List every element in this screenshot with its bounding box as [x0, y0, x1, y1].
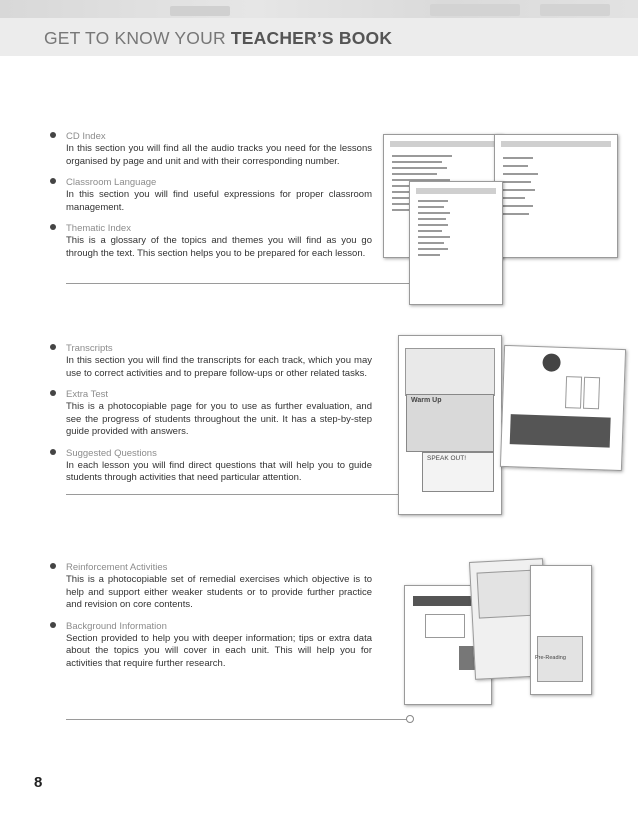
item-title: Reinforcement Activities: [66, 562, 168, 573]
page-header-title: [44, 28, 392, 49]
item-title: Extra Test: [66, 389, 109, 400]
divider-marker: [406, 715, 414, 723]
list-item-reinforcement-activities: [50, 562, 372, 612]
item-title: Classroom Language: [66, 177, 157, 188]
list-item-suggested-questions: [50, 448, 372, 485]
item-description: This is a photocopiable page for you to use as further evaluation, and see the progress of students throughout the unit. It has a step-by-step guide provided with answers.: [66, 401, 372, 437]
bullet-icon: [50, 224, 56, 230]
pre-reading-page-thumbnail: [530, 565, 592, 695]
speak-out-callout: [422, 452, 494, 492]
bullet-icon: [50, 344, 56, 350]
bullet-icon: [50, 178, 56, 184]
item-title: Background Information: [66, 620, 167, 632]
bullet-icon: [50, 390, 56, 396]
section-extras: [50, 562, 372, 679]
item-title: CD Index: [66, 131, 106, 142]
item-description: In each lesson you will find direct questions that will help you to guide students through activities that need particular attention.: [66, 459, 372, 483]
bullet-icon: [50, 563, 56, 569]
section-divider: [66, 283, 416, 284]
bullet-icon: [50, 449, 56, 455]
item-title: Transcripts: [66, 343, 113, 354]
list-item-background-information: [50, 621, 372, 671]
list-item-thematic-index: [50, 223, 372, 260]
item-description: In this section you will find the transcripts for each track, which you may use to correct activities and to prepare follow-ups or other related tasks.: [66, 355, 372, 379]
thematic-index-page-thumbnail: [409, 181, 503, 305]
header-title-light: GET TO KNOW YOUR: [44, 28, 231, 48]
section-indexes: [50, 131, 372, 269]
page-number: 8: [34, 774, 43, 791]
extra-test-page-thumbnail: [500, 345, 626, 471]
list-item-transcripts: [50, 343, 372, 380]
pre-reading-label: Pre-Reading: [535, 655, 566, 661]
item-description: In this section you will find all the audio tracks you need for the lessons organised by page and unit and with their corresponding number.: [66, 143, 372, 167]
bullet-icon: [50, 132, 56, 138]
section-lesson-aids: [50, 343, 372, 494]
bullet-icon: [50, 622, 56, 628]
item-description: This is a photocopiable set of remedial exercises which objective is to help and support either weaker students or to provide further practice and revision on core contents.: [66, 574, 372, 610]
item-description: This is a glossary of the topics and themes you will find as you go through the text. This section helps you to be prepared for each lesson.: [66, 235, 372, 259]
warm-up-title: Warm Up: [411, 397, 442, 404]
item-description: In this section you will find useful expressions for proper classroom management.: [66, 189, 372, 213]
section-divider: [66, 494, 412, 495]
list-item-classroom-language: [50, 177, 372, 214]
list-item-cd-index: [50, 131, 372, 168]
header-banner: [0, 0, 638, 56]
list-item-extra-test: [50, 389, 372, 439]
item-title: Suggested Questions: [66, 447, 157, 459]
warm-up-callout: [406, 394, 494, 452]
item-description: Section provided to help you with deeper information; tips or extra data about the topics you will cover in each unit. This will help you for activities that require further research.: [66, 632, 372, 669]
header-title-bold: TEACHER’S BOOK: [230, 28, 393, 48]
speak-out-title: SPEAK OUT!: [427, 455, 467, 462]
item-title: Thematic Index: [66, 223, 131, 234]
section-divider: [66, 719, 412, 720]
classroom-language-page-thumbnail: [494, 134, 618, 258]
